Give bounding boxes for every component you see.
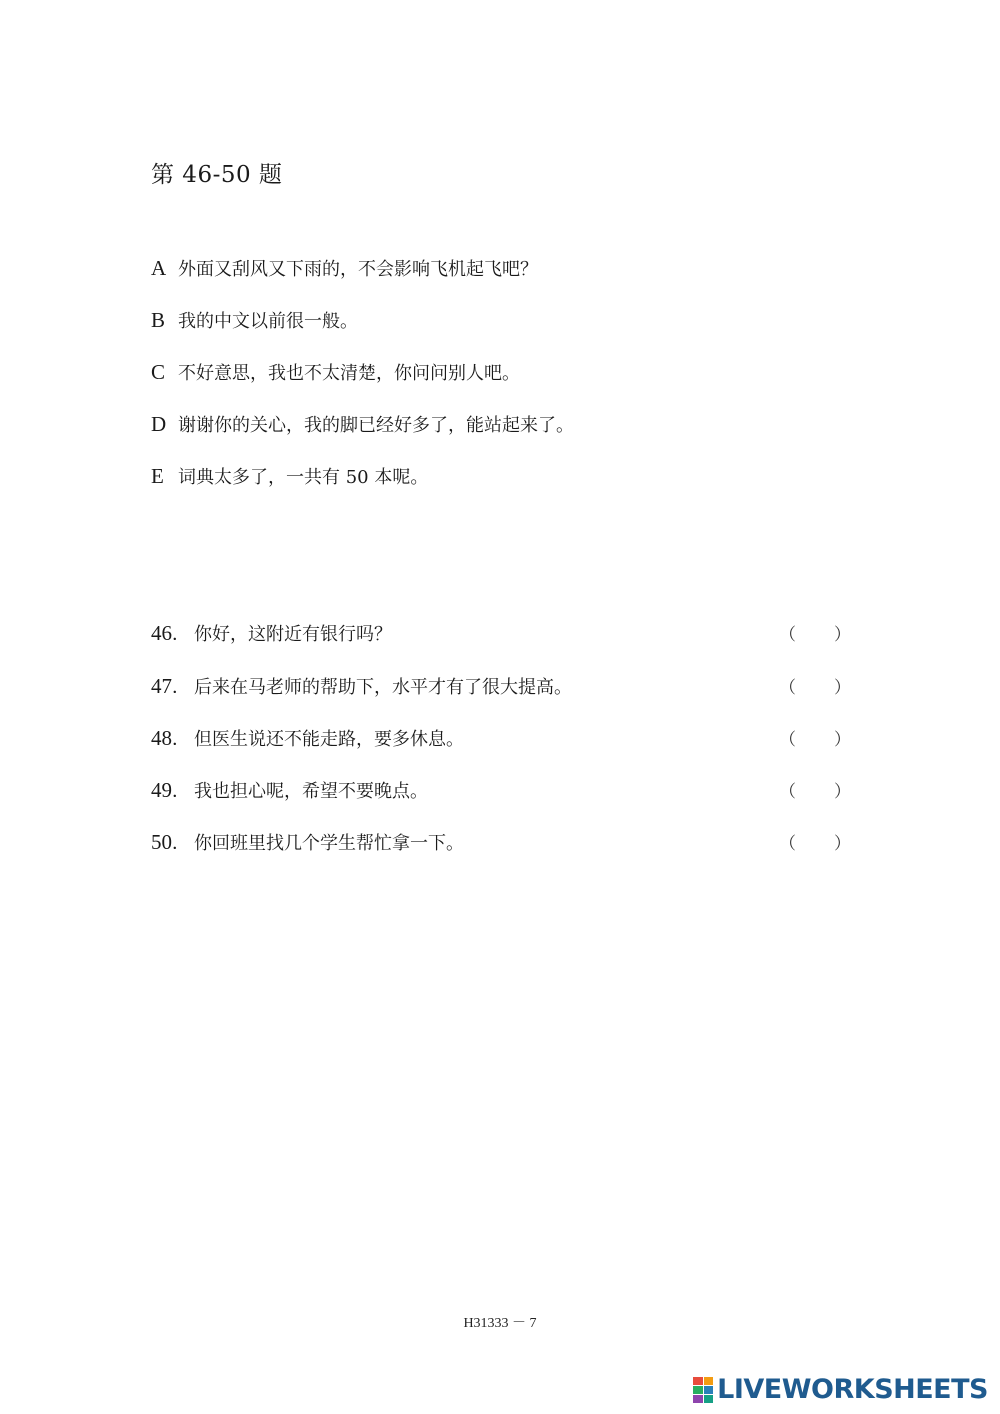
page-footer: H31333 － 7	[463, 1316, 537, 1331]
close-paren: ）	[834, 834, 851, 854]
open-paren: （	[779, 834, 796, 854]
question-number: 46	[151, 621, 172, 645]
open-paren: （	[779, 625, 796, 645]
question-text: 你回班里找几个学生帮忙拿一下。	[194, 833, 464, 854]
close-paren: ）	[834, 625, 851, 645]
question-number: 49	[151, 778, 172, 802]
option-text: 不好意思，我也不太清楚，你问问别人吧。	[178, 363, 520, 384]
question-48: 48 ． 但医生说还不能走路，要多休息。 （ ）	[151, 726, 851, 750]
question-46: 46 ． 你好，这附近有银行吗？ （ ）	[151, 621, 851, 645]
answer-field[interactable]	[779, 673, 851, 698]
close-paren: ）	[834, 678, 851, 698]
answer-field[interactable]	[779, 829, 851, 854]
question-number: 48	[151, 726, 172, 750]
answer-field[interactable]	[779, 620, 851, 645]
question-50: 50 ． 你回班里找几个学生帮忙拿一下。 （ ）	[151, 830, 851, 854]
brand-name: LIVEWORKSHEETS	[717, 1374, 988, 1405]
option-d	[151, 411, 574, 437]
answer-field[interactable]	[779, 725, 851, 750]
question-text: 后来在马老师的帮助下，水平才有了很大提高。	[194, 677, 572, 698]
question-47: 47 ． 后来在马老师的帮助下，水平才有了很大提高。 （ ）	[151, 674, 851, 698]
option-b	[151, 307, 358, 333]
open-paren: （	[779, 730, 796, 750]
brand-watermark[interactable]	[693, 1374, 988, 1405]
option-letter: D	[151, 412, 167, 436]
option-letter: B	[151, 308, 166, 332]
answer-field[interactable]	[779, 777, 851, 802]
option-text: 谢谢你的关心，我的脚已经好多了，能站起来了。	[178, 415, 574, 436]
liveworksheets-logo-icon	[693, 1377, 713, 1403]
option-e	[151, 463, 428, 489]
question-number: 47	[151, 674, 172, 698]
option-letter: C	[151, 360, 166, 384]
question-49: 49 ． 我也担心呢，希望不要晚点。 （ ）	[151, 778, 851, 802]
question-text: 但医生说还不能走路，要多休息。	[194, 729, 464, 750]
open-paren: （	[779, 782, 796, 802]
question-number: 50	[151, 830, 172, 854]
question-text: 你好，这附近有银行吗？	[194, 624, 392, 645]
page-title: 第 46-50 题	[151, 162, 283, 188]
option-text: 我的中文以前很一般。	[178, 311, 358, 332]
close-paren: ）	[834, 782, 851, 802]
option-c	[151, 359, 520, 385]
option-letter: E	[151, 464, 164, 488]
option-text: 词典太多了，一共有 50 本呢。	[178, 467, 429, 488]
question-text: 我也担心呢，希望不要晚点。	[194, 781, 428, 802]
close-paren: ）	[834, 730, 851, 750]
option-letter: A	[151, 256, 167, 280]
option-text: 外面又刮风又下雨的，不会影响飞机起飞吧？	[178, 259, 538, 280]
option-a	[151, 255, 538, 281]
open-paren: （	[779, 678, 796, 698]
